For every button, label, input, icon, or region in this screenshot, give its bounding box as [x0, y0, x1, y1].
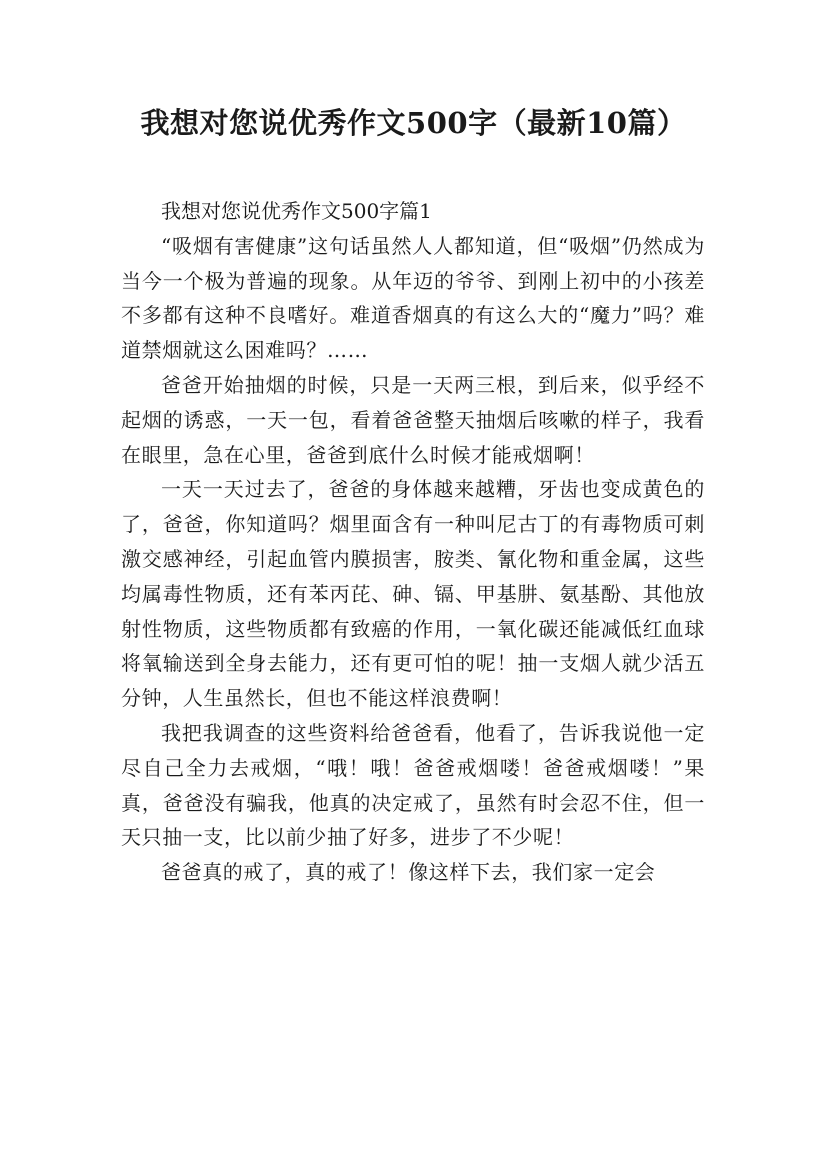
paragraph-3: 一天一天过去了，爸爸的身体越来越糟，牙齿也变成黄色的了，爸爸，你知道吗？烟里面含有一种叫尼古丁的有毒物质可刺激交感神经，引起血管内膜损害，胺类、氰化物和重金属，这些均属毒性物质，还有苯丙芘、砷、镉、甲基肼、氨基酚、其他放射性物质，这些物质都有致癌的作用，一氧化碳还能减低红血球将氧输送到全身去能力，还有更可怕的呢！抽一支烟人就少活五分钟，人生虽然长，但也不能这样浪费啊！	[121, 477, 705, 711]
section-heading: 我想对您说优秀作文500字篇1	[161, 199, 432, 223]
article-body	[121, 194, 705, 890]
document-title: 我想对您说优秀作文500字（最新10篇）	[140, 106, 687, 140]
paragraph-5: 爸爸真的戒了，真的戒了！像这样下去，我们家一定会	[161, 860, 656, 885]
paragraph-2: 爸爸开始抽烟的时候，只是一天两三根，到后来，似乎经不起烟的诱惑，一天一包，看着爸爸整天抽烟后咳嗽的样子，我看在眼里，急在心里，爸爸到底什么时候才能戒烟啊！	[121, 372, 705, 467]
paragraph-4: 我把我调查的这些资料给爸爸看，他看了，告诉我说他一定尽自己全力去戒烟，“哦！哦！爸爸戒烟喽！爸爸戒烟喽！”果真，爸爸没有骗我，他真的决定戒了，虽然有时会忍不住，但一天只抽一支，比以前少抽了好多，进步了不少呢！	[121, 720, 705, 850]
paragraph-1: “吸烟有害健康”这句话虽然人人都知道，但“吸烟”仍然成为当今一个极为普遍的现象。从年迈的爷爷、到刚上初中的小孩差不多都有这种不良嗜好。难道香烟真的有这么大的“魔力”吗？难道禁烟就这么困难吗？……	[121, 233, 705, 363]
